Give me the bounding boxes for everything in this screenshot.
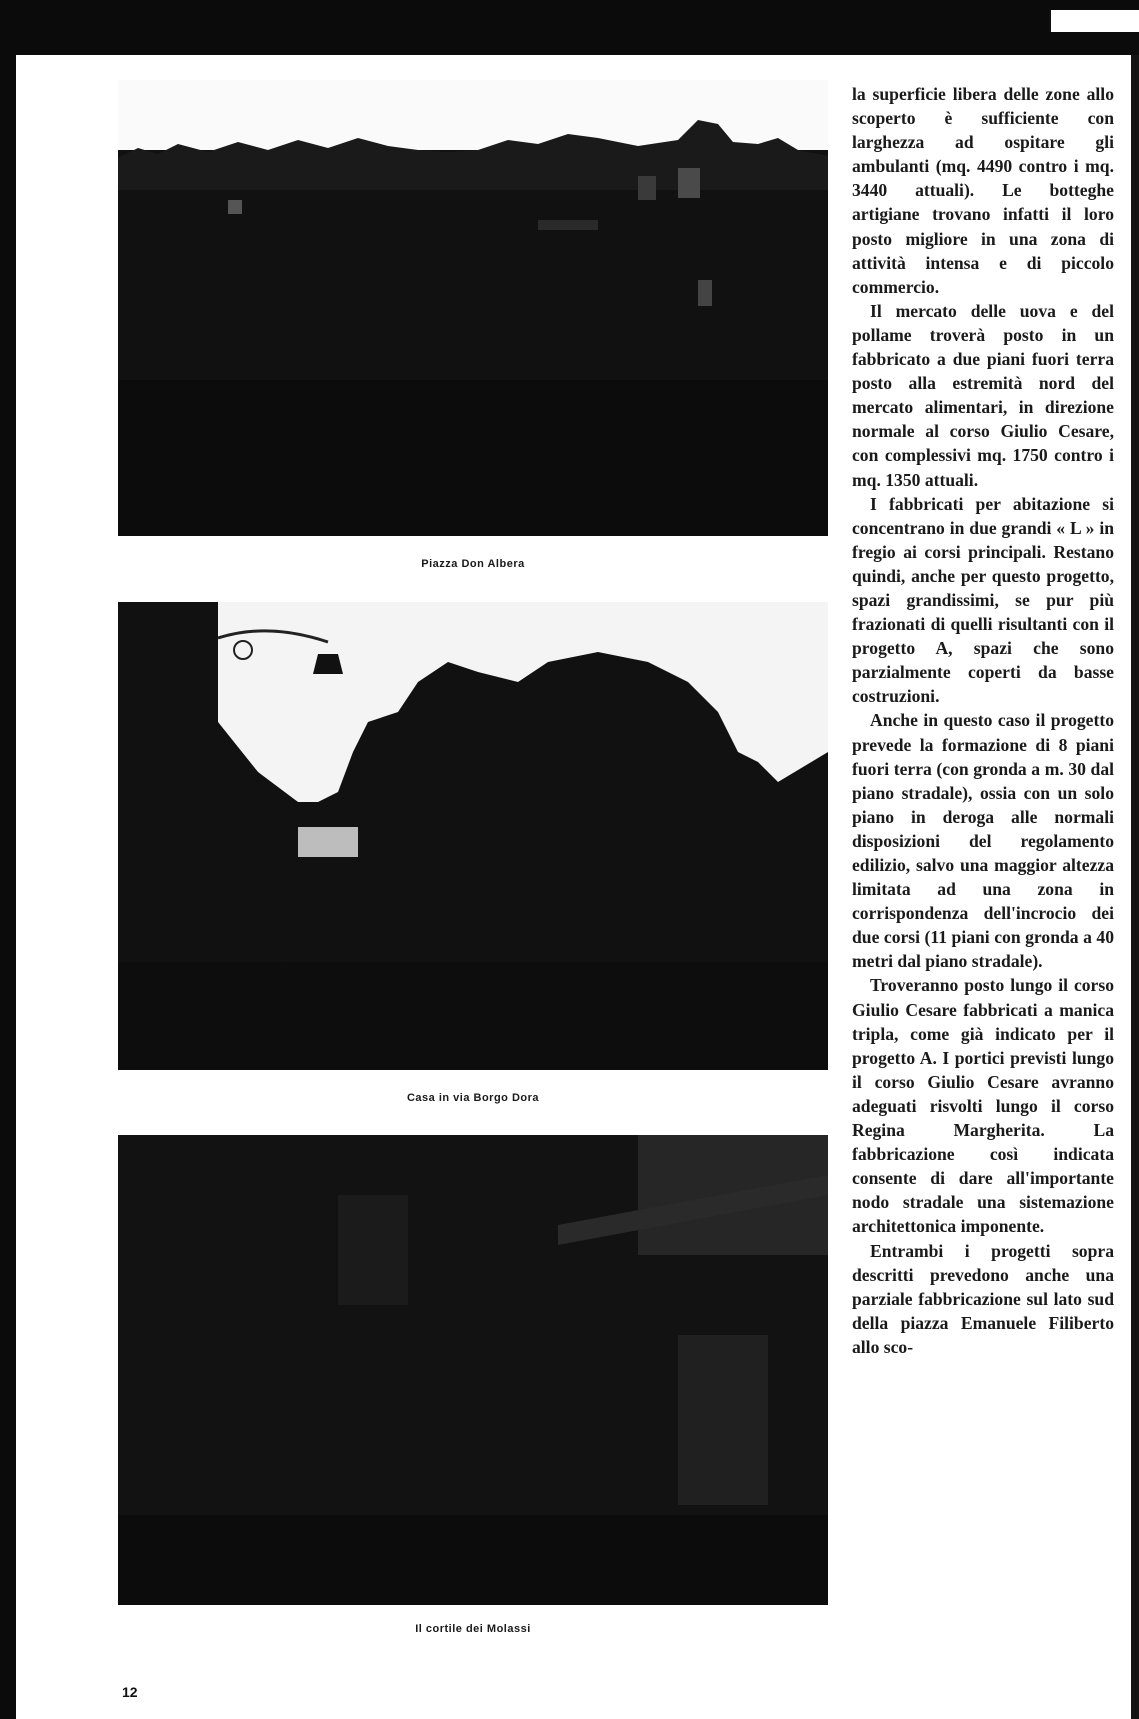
article-paragraph: Entrambi i progetti sopra descritti prevedono anche una parziale fabbricazione sul lato sud della piazza Emanuele Filiberto allo sco- — [852, 1240, 1114, 1357]
article-text-column — [852, 82, 1114, 1359]
scan-right-border — [1131, 55, 1139, 1719]
photo-caption: Casa in via Borgo Dora — [406, 1092, 540, 1104]
page-tab — [1049, 10, 1139, 32]
article-paragraph: Anche in questo caso il progetto prevede la formazione di 8 piani fuori terra (con gronda a m. 30 dal piano stradale), ossia con un solo piano in deroga alle normali disposizioni del regolamento edilizio, salvo una maggior altezza limitata ad una zona in corrispondenza dell'incrocio dei due corsi (11 piani con gronda a 40 metri dal piano stradale). — [852, 710, 1114, 972]
scan-left-border — [0, 55, 16, 1719]
article-paragraph: Il mercato delle uova e del pollame troverà posto in un fabbricato a due piani fuori terra posto alla estremità nord del mercato alimentari, in direzione normale al corso Giulio Cesare, con complessivi mq. 1750 contro i mq. 1350 attuali. — [852, 300, 1114, 490]
article-paragraph: Troveranno posto lungo il corso Giulio Cesare fabbricati a manica tripla, come già indicato per il progetto A. I portici previsti lungo il corso Giulio Cesare avranno adeguati risvolti lungo il corso Regina Margherita. La fabbricazione così indicata consente di dare all'importante nodo stradale una sistemazione architettonica imponente. — [852, 975, 1114, 1237]
page-number: 12 — [122, 1684, 138, 1700]
photo-piazza-don-albera — [118, 80, 828, 536]
photo-casa-borgo-dora — [118, 602, 828, 1070]
photo-caption: Piazza Don Albera — [421, 558, 525, 570]
article-paragraph: I fabbricati per abitazione si concentrano in due grandi « L » in fregio ai corsi principali. Restano quindi, anche per questo progetto, spazi grandissimi, se pur più frazionati di quelli risultanti con il progetto A, spazi che sono parzialmente coperti da basse costruzioni. — [852, 493, 1114, 707]
article-paragraph: la superficie libera delle zone allo scoperto è sufficiente con larghezza ad ospitare gli ambulanti (mq. 4490 contro i mq. 3440 attuali). Le botteghe artigiane trovano infatti il loro posto migliore in una zona di attività intensa e di piccolo commercio. — [852, 84, 1114, 297]
scan-top-border — [0, 0, 1139, 55]
photo-caption: Il cortile dei Molassi — [415, 1623, 531, 1635]
photo-cortile-molassi — [118, 1135, 828, 1605]
